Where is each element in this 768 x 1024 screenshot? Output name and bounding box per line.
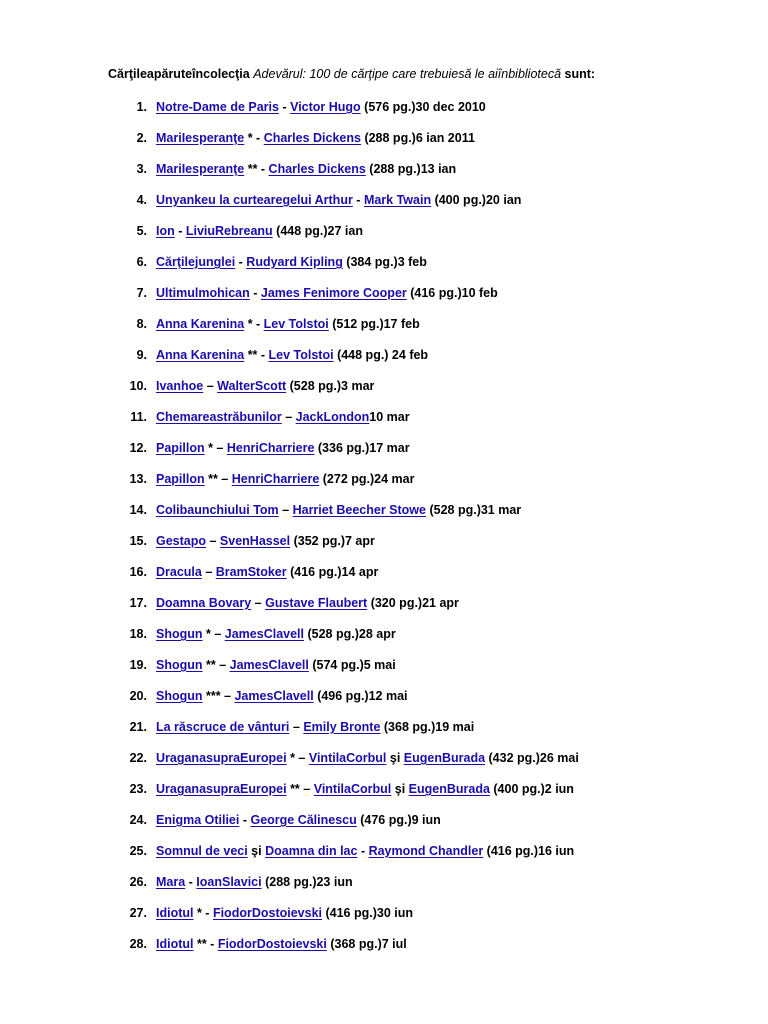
book-link[interactable]: EugenBurada (403, 751, 486, 765)
item-text: - (239, 813, 251, 827)
item-content (156, 658, 396, 672)
item-text: - (185, 875, 197, 889)
item-text: (576 pg.)30 dec 2010 (360, 100, 486, 114)
item-content (156, 100, 486, 114)
book-link[interactable]: EugenBurada (408, 782, 490, 796)
list-item (0, 255, 768, 275)
item-content (156, 255, 427, 269)
item-number: 14. (129, 503, 147, 517)
item-text: şi (386, 751, 404, 765)
list-item (0, 534, 768, 554)
item-text: (288 pg.)13 ian (365, 162, 457, 176)
item-text: * – (202, 627, 225, 641)
item-content (156, 813, 441, 827)
book-link[interactable]: FiodorDostoievski (217, 937, 327, 951)
book-link[interactable]: Lev Tolstoi (263, 317, 329, 331)
item-text: (528 pg.)28 apr (304, 627, 396, 641)
item-text: (496 pg.)12 mai (313, 689, 408, 703)
book-link[interactable]: MariIesperanţe (156, 162, 245, 176)
item-text: – (278, 503, 293, 517)
item-number: 16. (129, 565, 147, 579)
item-number: 6. (136, 255, 147, 269)
book-link[interactable]: SvenHassel (219, 534, 291, 548)
item-text: (368 pg.)7 iul (326, 937, 407, 951)
list-item (0, 751, 768, 771)
item-text: (448 pg.)27 ian (272, 224, 363, 238)
item-text: (400 pg.)20 ian (431, 193, 522, 207)
book-link[interactable]: VintilaCorbul (308, 751, 387, 765)
item-number: 12. (129, 441, 147, 455)
book-link[interactable]: Raymond Chandler (368, 844, 484, 858)
book-link[interactable]: Ultimulmohican (156, 286, 250, 300)
item-text: (384 pg.)3 feb (342, 255, 427, 269)
item-content (156, 844, 574, 858)
item-text: * - (193, 906, 213, 920)
item-text: (528 pg.)31 mar (425, 503, 522, 517)
item-content (156, 379, 374, 393)
list-item (0, 813, 768, 833)
book-link[interactable]: JamesClavell (229, 658, 309, 672)
item-text: 10 mar (369, 410, 410, 424)
book-link[interactable]: LiviuRebreanu (185, 224, 273, 238)
list-item (0, 317, 768, 337)
item-text: - (352, 193, 364, 207)
list-item (0, 193, 768, 213)
item-content (156, 906, 413, 920)
list-item (0, 410, 768, 430)
item-content (156, 782, 574, 796)
book-link[interactable]: Enigma Otiliei (156, 813, 240, 827)
item-text: – (203, 379, 218, 393)
book-link[interactable]: Colibaunchiului Tom (156, 503, 279, 517)
book-link[interactable]: Lev Tolstoi (268, 348, 334, 362)
item-text: (320 pg.)21 apr (367, 596, 459, 610)
item-text: ** – (286, 782, 314, 796)
item-content (156, 348, 428, 362)
book-link[interactable]: WalterScott (217, 379, 287, 393)
item-number: 26. (129, 875, 147, 889)
book-link[interactable]: MariIesperanţe (156, 131, 245, 145)
book-link[interactable]: Harriet Beecher Stowe (292, 503, 426, 517)
book-link[interactable]: Gustave Flaubert (265, 596, 368, 610)
list-item (0, 379, 768, 399)
item-number: 1. (136, 100, 147, 114)
book-link[interactable]: Idiotul (156, 937, 194, 951)
list-item (0, 100, 768, 120)
item-text: (432 pg.)26 mai (485, 751, 579, 765)
book-link[interactable]: FiodorDostoievski (212, 906, 322, 920)
item-text: (272 pg.)24 mar (319, 472, 415, 486)
book-link[interactable]: Emily Bronte (303, 720, 381, 734)
item-number: 8. (136, 317, 147, 331)
item-content (156, 131, 475, 145)
item-text: – (289, 720, 304, 734)
item-text: (512 pg.)17 feb (328, 317, 420, 331)
book-link[interactable]: Shogun (156, 627, 203, 641)
item-text: (352 pg.)7 apr (290, 534, 375, 548)
list-item (0, 162, 768, 182)
item-text: (288 pg.)23 iun (261, 875, 353, 889)
book-link[interactable]: Dracula (156, 565, 202, 579)
list-item (0, 875, 768, 895)
item-content (156, 596, 459, 610)
book-link[interactable]: Ion (156, 224, 175, 238)
item-text: - (235, 255, 247, 269)
book-link[interactable]: Notre-Dame de Paris (156, 100, 279, 114)
item-content (156, 162, 456, 176)
item-text: - (174, 224, 186, 238)
item-text: (416 pg.)14 apr (286, 565, 379, 579)
item-text: (416 pg.)10 feb (406, 286, 498, 300)
book-link[interactable]: VintilaCorbul (313, 782, 392, 796)
item-text: – (206, 534, 220, 548)
item-number: 4. (136, 193, 147, 207)
book-link[interactable]: BramStoker (215, 565, 287, 579)
book-link[interactable]: Rudyard Kipling (246, 255, 343, 269)
book-link[interactable]: Papillon (156, 472, 205, 486)
item-number: 18. (129, 627, 147, 641)
item-content (156, 534, 375, 548)
book-link[interactable]: Ivanhoe (156, 379, 204, 393)
item-text: (416 pg.)16 iun (483, 844, 575, 858)
item-number: 5. (136, 224, 147, 238)
book-link[interactable]: HenriCharriere (226, 441, 315, 455)
book-link[interactable]: Anna Karenina (156, 317, 245, 331)
book-link[interactable]: Somnul de veci (156, 844, 248, 858)
item-content (156, 720, 474, 734)
book-link[interactable]: James Fenimore Cooper (260, 286, 407, 300)
item-text: ** - (244, 162, 269, 176)
item-content (156, 410, 410, 424)
item-content (156, 441, 410, 455)
book-link[interactable]: Victor Hugo (290, 100, 361, 114)
book-link[interactable]: JamesClavell (234, 689, 314, 703)
book-link[interactable]: Shogun (156, 658, 203, 672)
book-link[interactable]: Papillon (156, 441, 205, 455)
book-link[interactable]: La răscruce de vânturi (156, 720, 290, 734)
item-content (156, 689, 408, 703)
item-content (156, 503, 521, 517)
item-content (156, 286, 498, 300)
book-link[interactable]: Mark Twain (363, 193, 432, 207)
item-text: * - (244, 317, 264, 331)
item-content (156, 565, 378, 579)
item-number: 22. (129, 751, 147, 765)
item-number: 11. (130, 410, 147, 424)
item-text: - (357, 844, 369, 858)
book-link[interactable]: Gestapo (156, 534, 207, 548)
item-text: * - (244, 131, 264, 145)
item-content (156, 937, 407, 951)
book-link[interactable]: Doamna din lac (265, 844, 358, 858)
item-text: ** – (204, 472, 232, 486)
item-text: şi (391, 782, 409, 796)
item-text: - (278, 100, 291, 114)
list-item (0, 596, 768, 616)
item-text: (448 pg.) 24 feb (333, 348, 429, 362)
list-item (0, 627, 768, 647)
item-text: şi (247, 844, 266, 858)
heading-lead: Cărţileapăruteîncolecţia (108, 67, 250, 81)
list-item (0, 503, 768, 523)
book-link[interactable]: George Călinescu (250, 813, 357, 827)
item-text: ** – (202, 658, 230, 672)
book-link[interactable]: IoanSlavici (196, 875, 262, 889)
list-item (0, 472, 768, 492)
book-link[interactable]: Mara (156, 875, 186, 889)
item-number: 9. (136, 348, 147, 362)
item-content (156, 627, 396, 641)
item-number: 24. (129, 813, 147, 827)
item-number: 28. (129, 937, 147, 951)
book-link[interactable]: Charles Dickens (268, 162, 366, 176)
item-number: 27. (129, 906, 147, 920)
list-item (0, 937, 768, 957)
item-content (156, 875, 353, 889)
list-item (0, 286, 768, 306)
book-link[interactable]: Cărţilejunglei (156, 255, 236, 269)
item-content (156, 224, 363, 238)
item-content (156, 472, 414, 486)
book-link[interactable]: Shogun (156, 689, 203, 703)
item-number: 19. (129, 658, 147, 672)
item-text: * – (204, 441, 227, 455)
book-link[interactable]: Charles Dickens (263, 131, 361, 145)
item-text: – (201, 565, 216, 579)
item-text: ** - (193, 937, 218, 951)
item-text: – (251, 596, 266, 610)
list-item (0, 348, 768, 368)
item-text: (476 pg.)9 iun (356, 813, 441, 827)
book-link[interactable]: Doamna Bovary (156, 596, 252, 610)
heading-tail: sunt: (564, 67, 596, 81)
item-text: (288 pg.)6 ian 2011 (360, 131, 475, 145)
list-item (0, 844, 768, 864)
item-text: (400 pg.)2 iun (489, 782, 574, 796)
list-heading (108, 67, 595, 81)
item-text: *** – (202, 689, 235, 703)
item-content (156, 317, 420, 331)
item-text: - (249, 286, 261, 300)
item-number: 2. (136, 131, 147, 145)
item-number: 23. (129, 782, 147, 796)
book-link[interactable]: HenriCharriere (231, 472, 320, 486)
book-link[interactable]: Idiotul (156, 906, 194, 920)
list-item (0, 131, 768, 151)
item-content (156, 751, 579, 765)
book-link[interactable]: Unyankeu la curtearegelui Arthur (156, 193, 353, 207)
list-item (0, 441, 768, 461)
list-item (0, 689, 768, 709)
list-item (0, 782, 768, 802)
book-link[interactable]: Chemareastrăbunilor (156, 410, 282, 424)
item-text: – (281, 410, 296, 424)
item-number: 7. (136, 286, 147, 300)
book-link[interactable]: JamesClavell (224, 627, 304, 641)
item-number: 15. (129, 534, 147, 548)
list-item (0, 720, 768, 740)
collection-title: Adevărul: 100 de cărţipe care trebuiesă le aiînbibliotecă (253, 67, 562, 81)
list-item (0, 658, 768, 678)
book-link[interactable]: UraganasupraEuropei (156, 751, 287, 765)
item-text: (416 pg.)30 iun (322, 906, 413, 920)
item-text: (336 pg.)17 mar (314, 441, 410, 455)
item-number: 21. (129, 720, 147, 734)
item-number: 17. (129, 596, 147, 610)
list-item (0, 906, 768, 926)
item-text: (368 pg.)19 mai (380, 720, 475, 734)
item-number: 3. (136, 162, 147, 176)
item-content (156, 193, 521, 207)
book-link[interactable]: JackLondon (295, 410, 370, 424)
item-number: 20. (129, 689, 147, 703)
item-text: (574 pg.)5 mai (308, 658, 396, 672)
item-text: * – (286, 751, 309, 765)
book-link[interactable]: UraganasupraEuropei (156, 782, 287, 796)
item-number: 13. (129, 472, 147, 486)
item-number: 10. (129, 379, 147, 393)
item-number: 25. (129, 844, 147, 858)
list-item (0, 224, 768, 244)
item-text: (528 pg.)3 mar (286, 379, 375, 393)
book-link[interactable]: Anna Karenina (156, 348, 245, 362)
list-item (0, 565, 768, 585)
item-text: ** - (244, 348, 269, 362)
